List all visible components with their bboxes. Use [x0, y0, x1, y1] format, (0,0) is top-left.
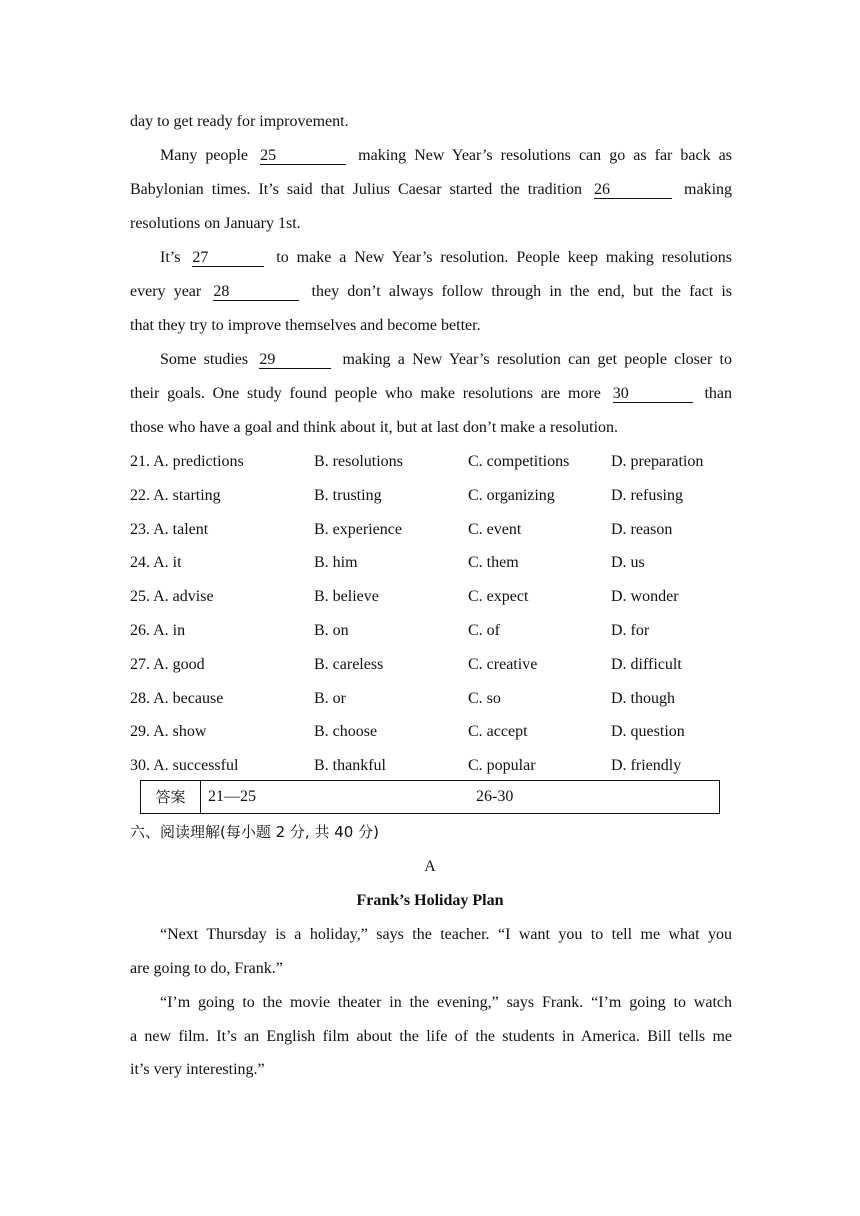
text: they don’t always follow through in the end, but the fact is	[311, 283, 732, 300]
text: than	[704, 385, 733, 402]
story-line: are going to do, Frank.”	[130, 960, 283, 977]
blank-29: 29	[259, 352, 331, 369]
option-d: D. preparation	[611, 453, 704, 470]
text: to make a New Year’s resolution. People keep making resolutions	[276, 249, 733, 266]
option-a: 26. A. in	[130, 622, 186, 639]
option-a: 27. A. good	[130, 656, 205, 673]
option-d: D. difficult	[611, 656, 682, 673]
option-c: C. creative	[468, 656, 538, 673]
option-b: B. choose	[314, 723, 378, 740]
option-d: D. friendly	[611, 757, 682, 774]
option-b: B. experience	[314, 521, 402, 538]
part-label: A	[424, 858, 436, 875]
option-b: B. believe	[314, 588, 379, 605]
option-c: C. of	[468, 622, 500, 639]
passage-line-q27	[160, 248, 732, 268]
option-a: 24. A. it	[130, 554, 182, 571]
blank-28: 28	[213, 284, 299, 301]
option-b: B. trusting	[314, 487, 382, 504]
option-b: B. him	[314, 554, 358, 571]
story-line: a new film. It’s an English film about the life of the students in America. Bill tells me	[130, 1028, 732, 1045]
section-heading: 六、阅读理解(每小题 2 分, 共 40 分)	[130, 823, 379, 841]
passage-line: those who have a goal and think about it, but at last don’t make a resolution.	[130, 419, 619, 436]
option-b: B. on	[314, 622, 349, 639]
text: making New Year’s resolutions can go as far back as	[358, 147, 733, 164]
blank-25: 25	[260, 148, 346, 165]
option-c: C. accept	[468, 723, 528, 740]
option-c: C. competitions	[468, 453, 570, 470]
story-line: it’s very interesting.”	[130, 1061, 265, 1078]
text: making a New Year’s resolution can get people closer to	[342, 351, 733, 368]
text: their goals. One study found people who make resolutions are more	[130, 385, 601, 402]
answer-range-21-25: 21—25	[208, 788, 256, 805]
option-b: B. careless	[314, 656, 384, 673]
passage-line-q26	[130, 180, 732, 200]
option-a: 30. A. successful	[130, 757, 239, 774]
option-b: B. resolutions	[314, 453, 403, 470]
option-a: 28. A. because	[130, 690, 224, 707]
option-c: C. them	[468, 554, 519, 571]
text: It’s	[160, 249, 181, 266]
passage-line-q28	[130, 282, 732, 302]
option-d: D. reason	[611, 521, 673, 538]
story-line: “I’m going to the movie theater in the evening,” says Frank. “I’m going to watch	[160, 994, 732, 1011]
option-c: C. expect	[468, 588, 529, 605]
blank-26: 26	[594, 182, 672, 199]
option-d: D. wonder	[611, 588, 679, 605]
story-line: “Next Thursday is a holiday,” says the teacher. “I want you to tell me what you	[160, 926, 732, 943]
text: every year	[130, 283, 202, 300]
blank-27: 27	[192, 250, 264, 267]
option-a: 29. A. show	[130, 723, 207, 740]
passage-line: resolutions on January 1st.	[130, 215, 301, 232]
answer-label: 答案	[141, 781, 201, 813]
text: Babylonian times. It’s said that Julius Caesar started the tradition	[130, 181, 582, 198]
option-b: B. or	[314, 690, 346, 707]
text: making	[684, 181, 733, 198]
passage-line-q25	[160, 146, 732, 166]
blank-30: 30	[613, 386, 693, 403]
option-c: C. organizing	[468, 487, 555, 504]
text: Some studies	[160, 351, 249, 368]
story-title: Frank’s Holiday Plan	[356, 892, 504, 909]
option-a: 22. A. starting	[130, 487, 221, 504]
passage-line: that they try to improve themselves and become better.	[130, 317, 481, 334]
option-c: C. event	[468, 521, 522, 538]
option-c: C. so	[468, 690, 501, 707]
option-c: C. popular	[468, 757, 536, 774]
answer-table	[140, 780, 720, 814]
answer-range-26-30: 26-30	[476, 788, 514, 805]
option-a: 25. A. advise	[130, 588, 214, 605]
passage-line-q30	[130, 384, 732, 404]
option-d: D. refusing	[611, 487, 683, 504]
option-d: D. question	[611, 723, 685, 740]
option-a: 21. A. predictions	[130, 453, 244, 470]
text: Many people	[160, 147, 249, 164]
option-d: D. for	[611, 622, 650, 639]
option-b: B. thankful	[314, 757, 386, 774]
option-a: 23. A. talent	[130, 521, 209, 538]
passage-line-q29	[160, 350, 732, 370]
option-d: D. though	[611, 690, 675, 707]
passage-line: day to get ready for improvement.	[130, 113, 349, 130]
option-d: D. us	[611, 554, 645, 571]
